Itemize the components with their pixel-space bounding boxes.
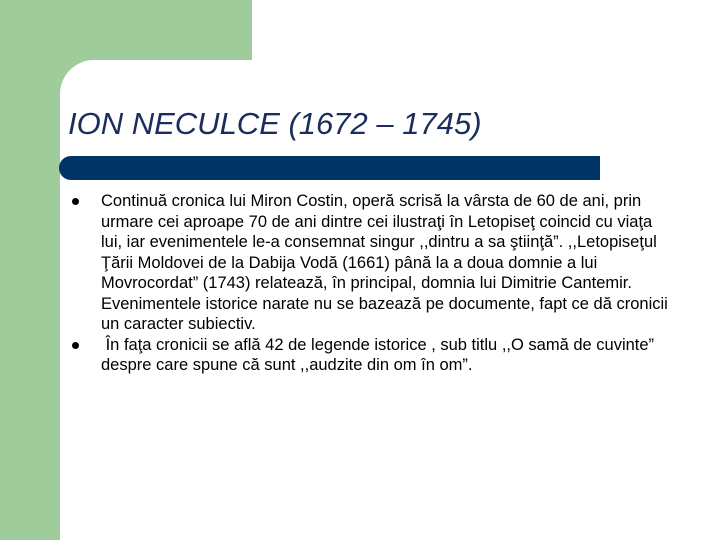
bullet-text: În faţa cronicii se află 42 de legende istorice , sub titlu ,,O samă de cuvinte” despre care spune că sunt ,,audzite din om în om”. xyxy=(101,335,659,374)
slide-title: ION NECULCE (1672 – 1745) xyxy=(68,106,482,141)
bullet-item xyxy=(72,335,672,376)
title-underline-bar xyxy=(59,156,600,180)
bullet-dot-icon xyxy=(72,342,79,349)
bullet-list xyxy=(72,191,672,376)
bullet-text: Continuă cronica lui Miron Costin, operă scrisă la vârsta de 60 de ani, prin urmare cei aproape 70 de ani dintre cei ilustraţi în Letopiseţ coincid cu viaţa lui, iar evenimentele le-a consemnat singur ,,dintru a sa ştiinţă”. ,,Letopiseţul Ţării Moldovei de la Dabija Vodă (1661) până la a doua domnie a lui Movrocordat” (1743) relatează, în principal, domnia lui Dimitrie Cantemir. Evenimentele istorice narate nu se bazează pe documente, fapt ce dă cronicii un caracter subiectiv. xyxy=(101,192,668,333)
bullet-item xyxy=(72,191,672,335)
left-accent-strip xyxy=(0,0,60,540)
bullet-dot-icon xyxy=(72,198,79,205)
